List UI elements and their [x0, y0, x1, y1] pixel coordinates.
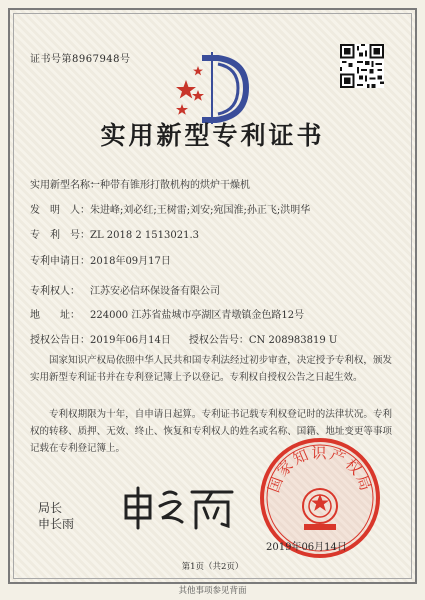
utility-model-name-value: 一种带有锥形打散机构的烘炉干燥机 — [90, 180, 250, 191]
patent-number-row — [30, 226, 199, 241]
patentee-value: 江苏安必信环保设备有限公司 — [90, 286, 220, 297]
seal-date: 2019年06月14日 — [266, 542, 347, 553]
patentee-label: 专利权人： — [30, 286, 80, 297]
certificate-number: 证书号第8967948号 — [30, 54, 131, 65]
grant-number-label: 授权公告号： — [188, 335, 249, 346]
address-label: 地 址： — [30, 310, 80, 321]
seal-text: 国家知识产权局 — [264, 444, 376, 495]
footer-note: 其他事项参见背面 — [178, 586, 247, 596]
filing-date-label: 专利申请日： — [30, 256, 90, 267]
body-paragraph-2: 专利权期限为十年，自申请日起算。专利证书记载专利权登记时的法律状况。专利权的转移、质押、无效、终止、恢复和专利权人的姓名或名称、国籍、地址变更等事项记载在专利登记簿上。 — [30, 409, 392, 454]
director-title — [38, 500, 74, 532]
inventor-row — [30, 201, 310, 216]
filing-date-value: 2018年09月17日 — [90, 256, 171, 267]
certificate-title: 实用新型专利证书 — [100, 121, 325, 150]
grant-number-value: CN 208983819 U — [248, 335, 338, 346]
page-number: 第1页（共2页） — [181, 562, 244, 572]
address-value: 224000 江苏省盐城市亭湖区青墩镇金色路12号 — [90, 310, 305, 321]
utility-model-name-label: 实用新型名称： — [30, 180, 100, 191]
inventor-label: 发 明 人： — [30, 205, 90, 216]
qr-code-icon — [340, 44, 384, 88]
utility-model-name-row — [30, 176, 250, 191]
address-row — [30, 306, 304, 321]
patentee-row — [30, 282, 220, 297]
director-name: 申长雨 — [38, 517, 75, 531]
filing-date-row — [30, 252, 171, 267]
patent-number-label: 专 利 号： — [30, 230, 90, 241]
grant-row — [30, 331, 337, 346]
inventor-value: 朱进峰;刘必红;王树雷;刘安;宛国淮;孙正飞;洪明华 — [90, 205, 311, 216]
director-title-line: 局长 — [38, 501, 63, 515]
body-paragraph-1: 国家知识产权局依照中华人民共和国专利法经过初步审查，决定授予专利权，颁发实用新型专利证书并在专利登记簿上予以登记。专利权自授权公告之日起生效。 — [30, 355, 392, 383]
grant-date-label: 授权公告日： — [30, 335, 90, 346]
grant-date-value: 2019年06月14日 — [90, 335, 171, 346]
director-signature-icon — [118, 482, 238, 532]
patent-number-value: ZL 2018 2 1513021.3 — [90, 230, 200, 241]
